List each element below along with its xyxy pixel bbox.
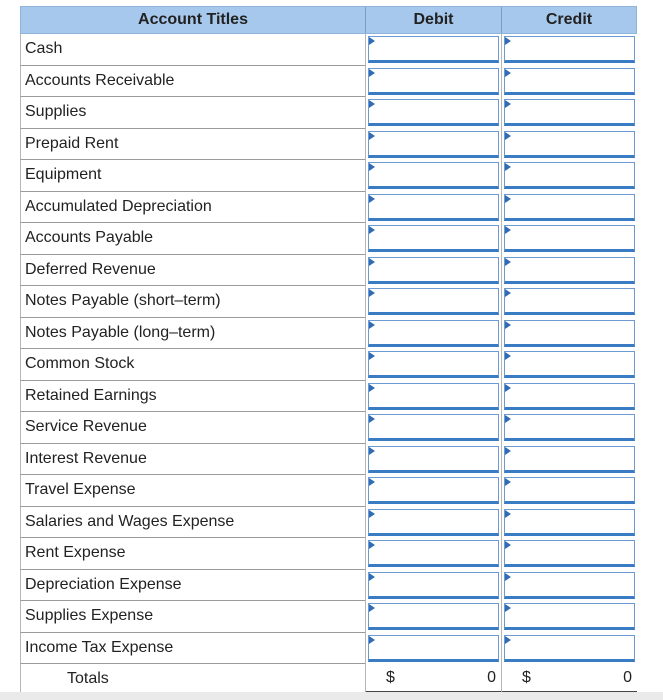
credit-cell <box>501 160 637 192</box>
credit-input[interactable] <box>504 225 635 252</box>
dropdown-marker-icon <box>505 447 511 455</box>
dropdown-marker-icon <box>369 69 375 77</box>
debit-cell <box>365 381 501 413</box>
dropdown-marker-icon <box>369 415 375 423</box>
dropdown-marker-icon <box>369 37 375 45</box>
debit-cell <box>365 34 501 66</box>
table-row <box>20 601 637 633</box>
debit-input[interactable] <box>368 194 499 221</box>
dropdown-marker-icon <box>505 195 511 203</box>
account-title: Prepaid Rent <box>20 129 365 161</box>
table-row <box>20 538 637 570</box>
table-row <box>20 349 637 381</box>
credit-input[interactable] <box>504 540 635 567</box>
debit-total-cell <box>365 664 501 694</box>
dropdown-marker-icon <box>505 573 511 581</box>
credit-currency-symbol: $ <box>522 669 531 686</box>
debit-cell <box>365 444 501 476</box>
dropdown-marker-icon <box>369 604 375 612</box>
dropdown-marker-icon <box>505 289 511 297</box>
debit-cell <box>365 192 501 224</box>
dropdown-marker-icon <box>369 321 375 329</box>
dropdown-marker-icon <box>505 132 511 140</box>
debit-input[interactable] <box>368 99 499 126</box>
debit-input[interactable] <box>368 257 499 284</box>
credit-cell <box>501 570 637 602</box>
table-row <box>20 412 637 444</box>
debit-input[interactable] <box>368 603 499 630</box>
debit-cell <box>365 97 501 129</box>
account-title: Supplies Expense <box>20 601 365 633</box>
account-title: Cash <box>20 34 365 66</box>
credit-input[interactable] <box>504 320 635 347</box>
credit-input[interactable] <box>504 257 635 284</box>
debit-input[interactable] <box>368 36 499 63</box>
credit-cell <box>501 129 637 161</box>
table-row <box>20 160 637 192</box>
account-title: Supplies <box>20 97 365 129</box>
account-title: Accounts Receivable <box>20 66 365 98</box>
table-row <box>20 286 637 318</box>
credit-input[interactable] <box>504 509 635 536</box>
debit-input[interactable] <box>368 351 499 378</box>
dropdown-marker-icon <box>505 604 511 612</box>
table-row <box>20 475 637 507</box>
credit-cell <box>501 381 637 413</box>
credit-cell <box>501 349 637 381</box>
credit-input[interactable] <box>504 131 635 158</box>
credit-cell <box>501 34 637 66</box>
dropdown-marker-icon <box>369 384 375 392</box>
debit-cell <box>365 66 501 98</box>
credit-cell <box>501 255 637 287</box>
table-row <box>20 255 637 287</box>
debit-currency-symbol: $ <box>386 669 395 686</box>
debit-input[interactable] <box>368 225 499 252</box>
debit-input[interactable] <box>368 446 499 473</box>
debit-input[interactable] <box>368 635 499 662</box>
account-title: Depreciation Expense <box>20 570 365 602</box>
account-title: Income Tax Expense <box>20 633 365 665</box>
table-row <box>20 381 637 413</box>
debit-input[interactable] <box>368 414 499 441</box>
dropdown-marker-icon <box>505 100 511 108</box>
dropdown-marker-icon <box>505 541 511 549</box>
credit-input[interactable] <box>504 635 635 662</box>
debit-cell <box>365 507 501 539</box>
debit-cell <box>365 538 501 570</box>
credit-input[interactable] <box>504 446 635 473</box>
credit-cell <box>501 318 637 350</box>
totals-row <box>20 664 637 694</box>
credit-input[interactable] <box>504 603 635 630</box>
dropdown-marker-icon <box>369 289 375 297</box>
credit-cell <box>501 223 637 255</box>
dropdown-marker-icon <box>369 226 375 234</box>
dropdown-marker-icon <box>369 636 375 644</box>
debit-cell <box>365 601 501 633</box>
debit-cell <box>365 286 501 318</box>
credit-input[interactable] <box>504 162 635 189</box>
account-title: Travel Expense <box>20 475 365 507</box>
account-titles-header: Account Titles <box>21 7 366 33</box>
credit-cell <box>501 601 637 633</box>
dropdown-marker-icon <box>369 573 375 581</box>
debit-input[interactable] <box>368 162 499 189</box>
table-row <box>20 507 637 539</box>
account-title: Interest Revenue <box>20 444 365 476</box>
dropdown-marker-icon <box>505 478 511 486</box>
debit-cell <box>365 160 501 192</box>
debit-input[interactable] <box>368 509 499 536</box>
account-title: Notes Payable (short–term) <box>20 286 365 318</box>
debit-input[interactable] <box>368 540 499 567</box>
credit-input[interactable] <box>504 194 635 221</box>
dropdown-marker-icon <box>369 132 375 140</box>
credit-input[interactable] <box>504 414 635 441</box>
dropdown-marker-icon <box>369 478 375 486</box>
account-title: Notes Payable (long–term) <box>20 318 365 350</box>
credit-input[interactable] <box>504 383 635 410</box>
dropdown-marker-icon <box>369 100 375 108</box>
dropdown-marker-icon <box>369 447 375 455</box>
table-row <box>20 633 637 665</box>
debit-input[interactable] <box>368 383 499 410</box>
table-row <box>20 129 637 161</box>
credit-cell <box>501 507 637 539</box>
debit-input[interactable] <box>368 288 499 315</box>
dropdown-marker-icon <box>505 258 511 266</box>
dropdown-marker-icon <box>505 352 511 360</box>
account-rows <box>20 34 637 664</box>
credit-input[interactable] <box>504 351 635 378</box>
page-footer-bar <box>0 692 663 700</box>
table-row <box>20 34 637 66</box>
dropdown-marker-icon <box>505 384 511 392</box>
credit-header: Credit <box>545 11 593 28</box>
account-title: Accumulated Depreciation <box>20 192 365 224</box>
dropdown-marker-icon <box>369 352 375 360</box>
credit-input[interactable] <box>504 68 635 95</box>
account-title: Common Stock <box>20 349 365 381</box>
credit-cell <box>501 444 637 476</box>
debit-input[interactable] <box>368 320 499 347</box>
dropdown-marker-icon <box>505 415 511 423</box>
dropdown-marker-icon <box>369 195 375 203</box>
trial-balance-worksheet <box>20 6 637 694</box>
debit-cell <box>365 412 501 444</box>
dropdown-marker-icon <box>369 258 375 266</box>
table-row <box>20 192 637 224</box>
dropdown-marker-icon <box>505 226 511 234</box>
debit-header: Debit <box>366 7 502 33</box>
debit-input[interactable] <box>368 477 499 504</box>
dropdown-marker-icon <box>505 510 511 518</box>
table-row <box>20 318 637 350</box>
credit-input[interactable] <box>504 36 635 63</box>
table-row <box>20 223 637 255</box>
credit-input[interactable] <box>504 477 635 504</box>
account-title: Rent Expense <box>20 538 365 570</box>
credit-total-value: 0 <box>623 669 632 686</box>
credit-input[interactable] <box>504 572 635 599</box>
debit-cell <box>365 475 501 507</box>
table-row <box>20 444 637 476</box>
table-header <box>20 6 637 34</box>
credit-input[interactable] <box>504 99 635 126</box>
credit-cell <box>501 412 637 444</box>
table-row <box>20 570 637 602</box>
credit-cell <box>501 66 637 98</box>
credit-cell <box>501 633 637 665</box>
debit-cell <box>365 318 501 350</box>
account-title: Equipment <box>20 160 365 192</box>
debit-cell <box>365 129 501 161</box>
dropdown-marker-icon <box>505 321 511 329</box>
credit-cell <box>501 97 637 129</box>
account-title: Deferred Revenue <box>20 255 365 287</box>
credit-total-cell <box>501 664 637 694</box>
debit-cell <box>365 255 501 287</box>
debit-cell <box>365 349 501 381</box>
credit-cell <box>501 538 637 570</box>
dropdown-marker-icon <box>369 163 375 171</box>
debit-input[interactable] <box>368 572 499 599</box>
totals-label: Totals <box>20 664 365 694</box>
credit-input[interactable] <box>504 288 635 315</box>
table-row <box>20 66 637 98</box>
account-title: Salaries and Wages Expense <box>20 507 365 539</box>
debit-cell <box>365 223 501 255</box>
debit-cell <box>365 633 501 665</box>
dropdown-marker-icon <box>369 510 375 518</box>
debit-input[interactable] <box>368 68 499 95</box>
dropdown-marker-icon <box>505 636 511 644</box>
credit-cell <box>501 192 637 224</box>
account-title: Accounts Payable <box>20 223 365 255</box>
credit-cell <box>501 475 637 507</box>
credit-cell <box>501 286 637 318</box>
dropdown-marker-icon <box>369 541 375 549</box>
dropdown-marker-icon <box>505 37 511 45</box>
dropdown-marker-icon <box>505 163 511 171</box>
debit-cell <box>365 570 501 602</box>
table-row <box>20 97 637 129</box>
dropdown-marker-icon <box>505 69 511 77</box>
debit-total-value: 0 <box>487 669 496 686</box>
debit-input[interactable] <box>368 131 499 158</box>
account-title: Retained Earnings <box>20 381 365 413</box>
account-title: Service Revenue <box>20 412 365 444</box>
